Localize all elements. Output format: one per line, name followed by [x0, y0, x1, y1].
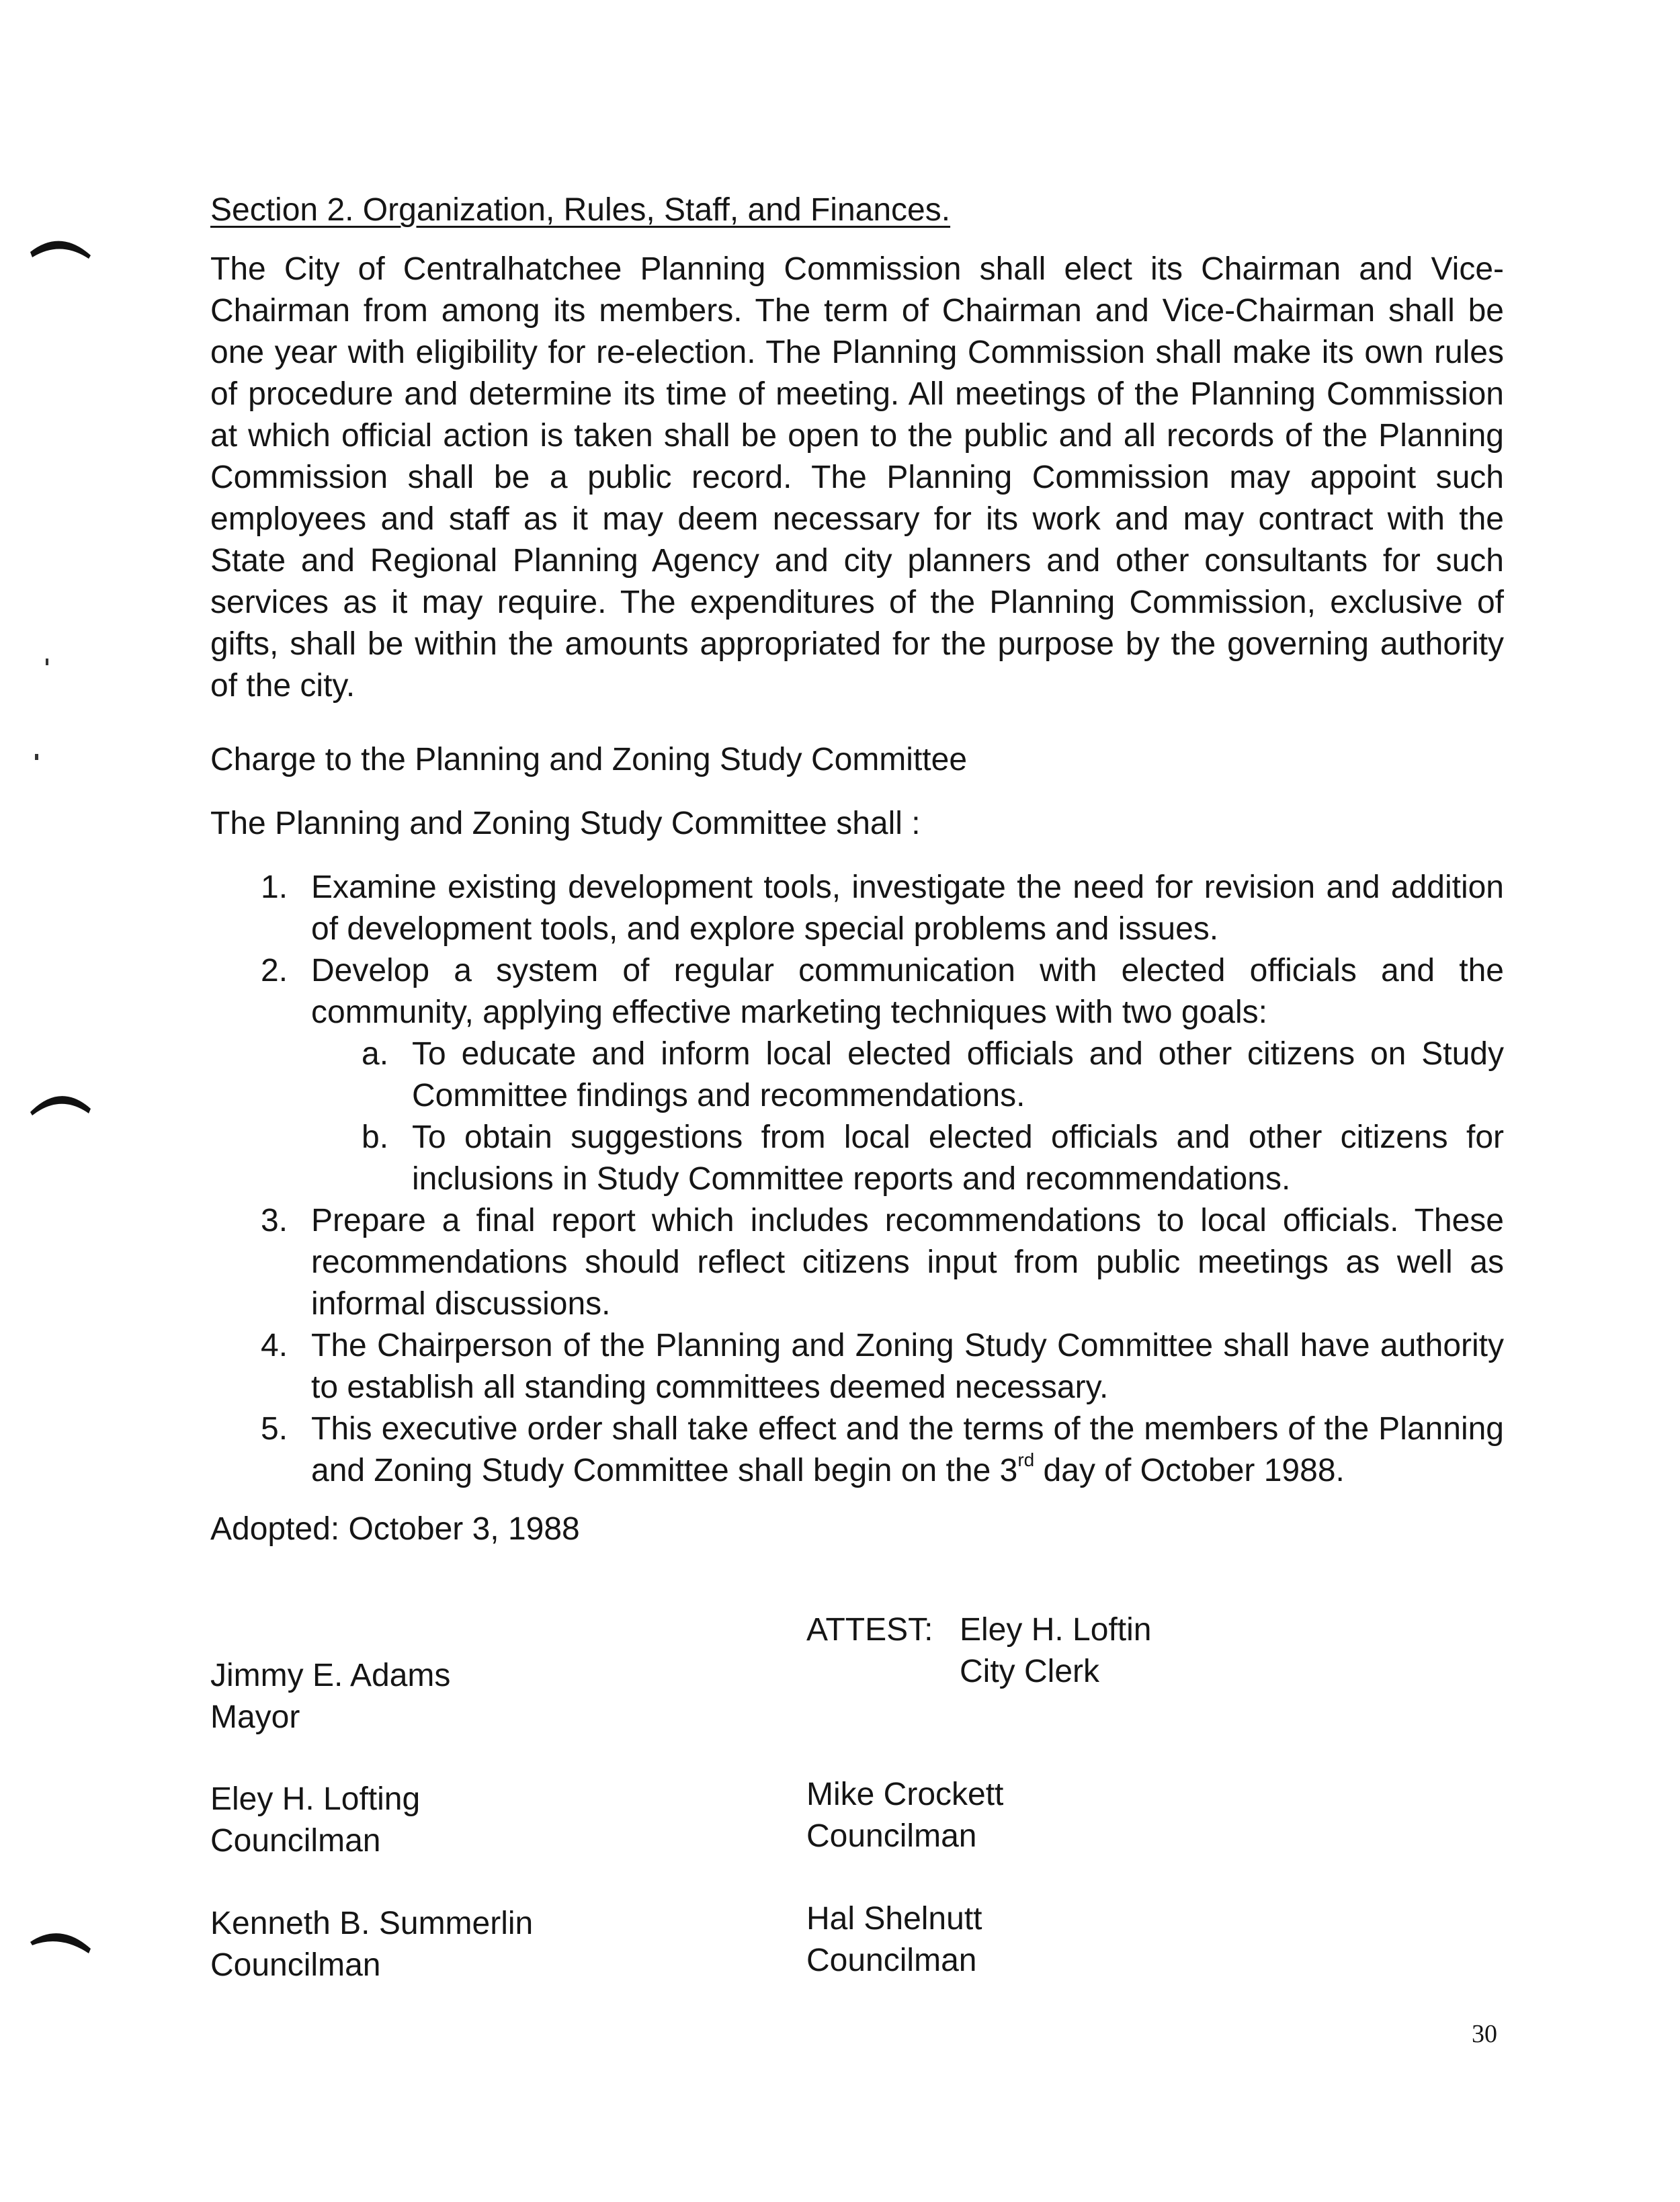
- section-heading: Section 2. Organization, Rules, Staff, and Finances.: [210, 192, 951, 228]
- list-item-text: Develop a system of regular communication with elected officials and the community, applying effective marketing techniques with two goals:: [311, 953, 1504, 1030]
- sub-list-item: [210, 1033, 1504, 1117]
- sub-item-letter: b.: [362, 1119, 389, 1155]
- speck-mark: [46, 659, 48, 665]
- signature-mayor: [210, 1655, 450, 1738]
- punch-mark-top: [27, 225, 101, 265]
- signer-title: Councilman: [806, 1943, 977, 1978]
- signature-councilman: [806, 1774, 1003, 1857]
- signature-councilman: [806, 1898, 982, 1982]
- punch-mark-middle: [27, 1078, 101, 1119]
- adopted-date: Adopted: October 3, 1988: [210, 1511, 580, 1547]
- list-item-text: Examine existing development tools, investigate the need for revision and addition of development tools, and explore special problems and issues.: [311, 870, 1504, 947]
- list-item-number: 1.: [261, 870, 288, 905]
- signer-name: Kenneth B. Summerlin: [210, 1906, 534, 1941]
- list-item: [210, 1325, 1504, 1408]
- sub-item-text: To obtain suggestions from local elected officials and other citizens for inclusions in Study Committee reports and recommendations.: [412, 1119, 1504, 1197]
- list-item-number: 4.: [261, 1328, 288, 1363]
- signer-name: Hal Shelnutt: [806, 1901, 982, 1937]
- list-item-number: 5.: [261, 1411, 288, 1447]
- signature-councilman: [210, 1779, 420, 1862]
- list-item: [210, 1408, 1504, 1492]
- signature-councilman: [210, 1903, 533, 1986]
- signer-name: Mike Crockett: [806, 1777, 1004, 1812]
- charge-title: Charge to the Planning and Zoning Study Committee: [210, 742, 968, 777]
- speck-mark: [35, 754, 38, 760]
- sub-item-letter: a.: [362, 1036, 389, 1072]
- sub-item-text: To educate and inform local elected officials and other citizens on Study Committee findings and recommendations.: [412, 1036, 1504, 1113]
- page-number: 30: [1472, 2020, 1497, 2048]
- punch-mark-bottom: [27, 1918, 101, 1959]
- signer-name: Eley H. Lofting: [210, 1781, 421, 1817]
- signer-title: Councilman: [806, 1818, 977, 1854]
- signer-title: Councilman: [210, 1947, 381, 1983]
- section-paragraph: The City of Centralhatchee Planning Commission shall elect its Chairman and Vice-Chairman from among its members. The term of Chairman and Vice-Chairman shall be one year with eligibility for re-election. The Planning Commission shall make its own rules of procedure and determine its time of meeting. All meetings of the Planning Commission at which official action is taken shall be open to the public and all records of the Planning Commission shall be a public record. The Planning Commission may appoint such employees and staff as it may deem necessary for its work and may contract with the State and Regional Planning Agency and city planners and other consultants for such services as it may require. The expenditures of the Planning Commission, exclusive of gifts, shall be within the amounts appropriated for the purpose by the governing authority of the city.: [210, 251, 1504, 704]
- sub-list-item: [210, 1117, 1504, 1200]
- list-item: [210, 1200, 1504, 1325]
- attest-block: [806, 1609, 1151, 1693]
- attest-title: City Clerk: [960, 1654, 1100, 1689]
- signer-title: Mayor: [210, 1699, 300, 1735]
- ordinal-suffix: rd: [1017, 1449, 1035, 1470]
- list-item-number: 3.: [261, 1203, 288, 1238]
- list-item-text: The Chairperson of the Planning and Zoning Study Committee shall have authority to establish all standing committees deemed necessary.: [311, 1328, 1504, 1405]
- list-item-number: 2.: [261, 953, 288, 988]
- list-item-text: Prepare a final report which includes recommendations to local officials. These recommendations should reflect citizens input from public meetings as well as informal discussions.: [311, 1203, 1504, 1322]
- list-item: [210, 867, 1504, 950]
- list-item-text: This executive order shall take effect and the terms of the members of the Planning and Zoning Study Committee shall begin on the 3rd day of October 1988.: [311, 1411, 1504, 1488]
- charge-intro: The Planning and Zoning Study Committee shall :: [210, 806, 921, 841]
- signer-name: Jimmy E. Adams: [210, 1658, 451, 1693]
- charge-list: [210, 867, 1504, 1492]
- attest-label: ATTEST:: [806, 1612, 933, 1648]
- list-item: [210, 950, 1504, 1033]
- signer-title: Councilman: [210, 1823, 381, 1859]
- attest-name: Eley H. Loftin: [960, 1612, 1152, 1648]
